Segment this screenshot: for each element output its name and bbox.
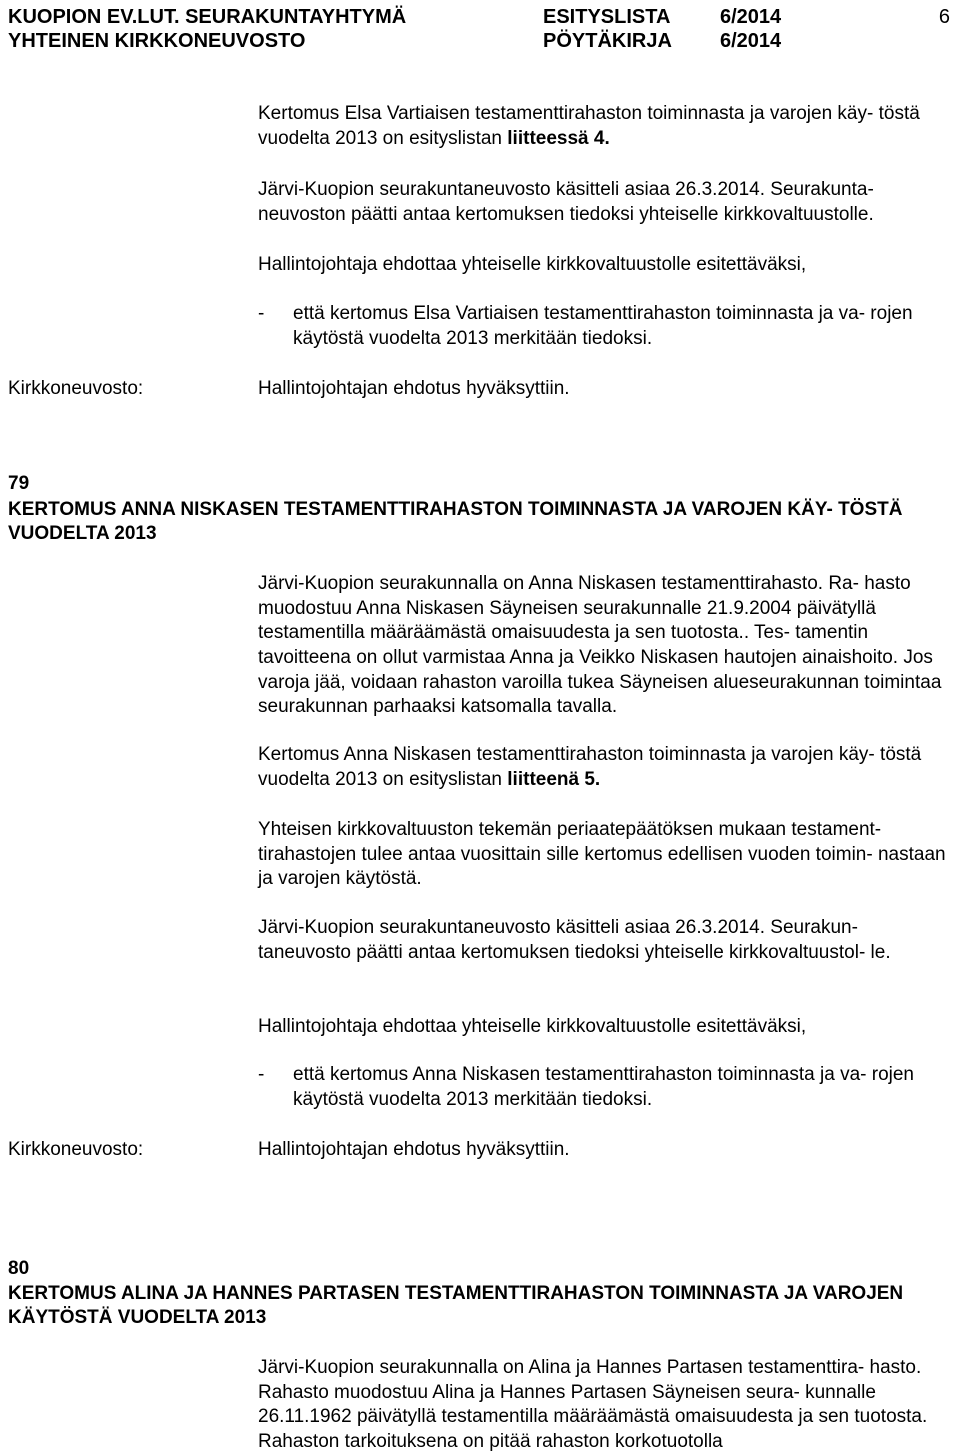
decision-text: Hallintojohtajan ehdotus hyväksyttiin. — [258, 378, 570, 399]
header-doc-number-2: 6/2014 — [720, 30, 782, 52]
paragraph-text: Kertomus Anna Niskasen testamenttirahaston toiminnasta ja varojen käy- töstä vuodelta 2013 on esityslistan — [258, 744, 922, 790]
section-title-79: KERTOMUS ANNA NISKASEN TESTAMENTTIRAHASTON TOIMINNASTA JA VAROJEN KÄY- TÖSTÄ VUODELTA 2013 — [8, 499, 903, 544]
paragraph-principle-decision: Yhteisen kirkkovaltuuston tekemän periaatepäätöksen mukaan testament- tirahastojen tulee antaa vuosittain sille kertomus edellisen vuoden toimin- nastaan ja varojen käytöstä. — [258, 819, 946, 890]
header-line-2 — [8, 28, 950, 54]
header-body: YHTEINEN KIRKKONEUVOSTO — [8, 30, 306, 52]
section-number-79: 79 — [8, 473, 30, 494]
proposal-item — [258, 1063, 948, 1113]
proposal-item — [258, 302, 948, 352]
decision-text: Hallintojohtajan ehdotus hyväksyttiin. — [258, 1139, 570, 1160]
header-doc-type-2: PÖYTÄKIRJA — [543, 30, 672, 52]
dash-bullet: - — [258, 1064, 265, 1085]
header-organization: KUOPION EV.LUT. SEURAKUNTAYHTYMÄ — [8, 6, 407, 28]
page-number: 6 — [938, 6, 950, 28]
paragraph-proposal-intro: Hallintojohtaja ehdottaa yhteiselle kirkkovaltuustolle esitettäväksi, — [258, 1016, 807, 1037]
paragraph-proposal-intro: Hallintojohtaja ehdottaa yhteiselle kirkkovaltuustolle esitettäväksi, — [258, 254, 807, 275]
decision-label: Kirkkoneuvosto: — [8, 1139, 144, 1160]
dash-bullet: - — [258, 303, 265, 324]
paragraph-council-review: Järvi-Kuopion seurakuntaneuvosto käsitteli asiaa 26.3.2014. Seurakunta- neuvoston päätti antaa kertomuksen tiedoksi yhteiselle kirkkovaltuustolle. — [258, 179, 874, 225]
proposal-text: että kertomus Elsa Vartiaisen testamenttirahaston toiminnasta ja va- rojen käytöstä vuodelta 2013 merkitään tiedoksi. — [293, 303, 913, 349]
paragraph-attachment-4 — [258, 102, 948, 151]
header-doc-type: ESITYSLISTA — [543, 6, 671, 28]
attachment-ref: liitteenä 5. — [507, 768, 601, 790]
header-doc-number: 6/2014 — [720, 6, 782, 28]
section-number-80: 80 — [8, 1258, 30, 1279]
proposal-text: että kertomus Anna Niskasen testamenttirahaston toiminnasta ja va- rojen käytöstä vuodelta 2013 merkitään tiedoksi. — [293, 1064, 914, 1110]
paragraph-text: Kertomus Elsa Vartiaisen testamenttirahaston toiminnasta ja varojen käy- töstä vuodelta 2013 on esityslistan — [258, 103, 920, 149]
paragraph-attachment-5 — [258, 743, 948, 792]
paragraph-council-review: Järvi-Kuopion seurakuntaneuvosto käsitteli asiaa 26.3.2014. Seurakun- taneuvosto päätti antaa kertomuksen tiedoksi yhteiselle kirkkovaltuustol- le. — [258, 917, 891, 963]
paragraph-fund-description: Järvi-Kuopion seurakunnalla on Alina ja Hannes Partasen testamenttira- hasto. Rahasto muodostuu Alina ja Hannes Partasen Säyneisen seura- kunnalle 26.11.1962 päivätyllä testamentilla määräämästä omaisuudesta ja sen tuotosta. Rahaston tarkoituksena on pitää rahaston korkotuotolla — [258, 1357, 928, 1453]
section-title-80: KERTOMUS ALINA JA HANNES PARTASEN TESTAMENTTIRAHASTON TOIMINNASTA JA VAROJEN KÄYTÖSTÄ VUODELTA 2013 — [8, 1283, 904, 1328]
header-line-1 — [8, 4, 950, 30]
decision-label: Kirkkoneuvosto: — [8, 378, 144, 399]
attachment-ref: liitteessä 4. — [507, 127, 610, 149]
paragraph-fund-description: Järvi-Kuopion seurakunnalla on Anna Niskasen testamenttirahasto. Ra- hasto muodostuu Anna Niskasen Säyneisen seurakunnalle 21.9.2004 päivätyllä testamentilla määräämästä omaisuudesta ja sen tuotosta.. Tes- tamentin tavoitteena on ollut varmistaa Anna ja Veikko Niskasen hautojen ainaishoito. Jos varoja jää, voidaan rahaston varoilla tukea Säyneisen alueseurakunnan toimintaa seurakunnan parhaaksi katsomalla tavalla. — [258, 573, 942, 718]
